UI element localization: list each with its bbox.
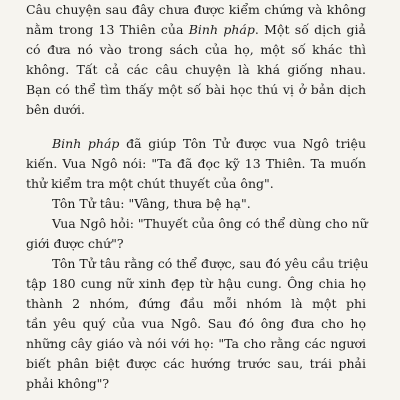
text-segment: Tôn Tử tâu: "Vâng, thưa bệ hạ". bbox=[52, 196, 251, 211]
text-line bbox=[26, 374, 366, 394]
text-segment: Vua Ngô hỏi: "Thuyết của ông có thể dùng cho nữ bbox=[52, 216, 368, 231]
page-text bbox=[26, 0, 369, 394]
text-line bbox=[26, 60, 366, 80]
text-segment: tần yêu quý của vua Ngô. Sau đó ông đưa cho họ bbox=[26, 316, 366, 331]
paragraph bbox=[26, 214, 366, 254]
text-segment: thành 2 nhóm, đứng đầu mỗi nhóm là một phi bbox=[26, 296, 366, 311]
text-line bbox=[26, 194, 366, 214]
paragraph bbox=[26, 194, 366, 214]
text-line bbox=[26, 294, 366, 314]
paragraph-gap bbox=[26, 120, 366, 134]
text-segment: kiến. Vua Ngô nói: "Ta đã đọc kỹ 13 Thiên. Ta muốn bbox=[26, 156, 366, 171]
text-line bbox=[26, 20, 366, 40]
text-line bbox=[26, 274, 366, 294]
text-segment: có đưa nó vào trong sách của họ, một số khác thì bbox=[26, 42, 366, 57]
text-line bbox=[26, 214, 366, 234]
paragraph bbox=[26, 134, 366, 194]
text-line bbox=[26, 0, 366, 20]
text-line bbox=[26, 174, 366, 194]
italic-text: Binh pháp bbox=[52, 136, 120, 151]
text-line bbox=[26, 334, 366, 354]
text-line bbox=[26, 134, 366, 154]
text-line bbox=[26, 254, 369, 274]
text-segment: Bạn có thể tìm thấy một số bài học thú vị ở bản dịch bbox=[26, 82, 366, 97]
text-line bbox=[26, 100, 366, 120]
paragraph bbox=[26, 0, 366, 120]
text-segment: nằm trong 13 Thiên của bbox=[26, 22, 189, 37]
text-line bbox=[26, 154, 366, 174]
text-segment: không. Tất cả các câu chuyện là khá giống nhau. bbox=[26, 62, 366, 77]
text-segment: giới được chứ"? bbox=[26, 236, 124, 251]
text-line bbox=[26, 80, 366, 100]
text-segment: Câu chuyện sau đây chưa được kiểm chứng và không bbox=[26, 2, 366, 17]
text-segment: Tôn Tử tâu rằng có thể được, sau đó yêu cầu triệu bbox=[52, 256, 369, 271]
text-segment: tập 180 cung nữ xinh đẹp từ hậu cung. Ông chia họ bbox=[26, 276, 366, 291]
text-line bbox=[26, 40, 366, 60]
text-segment: . Một số dịch giả bbox=[254, 22, 367, 37]
italic-text: Binh pháp bbox=[188, 22, 255, 37]
text-line bbox=[26, 234, 366, 254]
text-segment: thử kiểm tra một chút thuyết của ông". bbox=[26, 176, 274, 191]
text-line bbox=[26, 354, 366, 374]
text-segment: biết phân biệt được các hướng trước sau, trái phải bbox=[26, 356, 366, 371]
text-segment: phải không"? bbox=[26, 376, 110, 391]
text-segment: bên dưới. bbox=[26, 102, 85, 117]
text-segment: đã giúp Tôn Tử được vua Ngô triệu bbox=[119, 136, 367, 151]
paragraph bbox=[26, 254, 369, 394]
text-segment: những cây giáo và nói với họ: "Ta cho rằng các ngươi bbox=[26, 336, 366, 351]
text-line bbox=[26, 314, 366, 334]
